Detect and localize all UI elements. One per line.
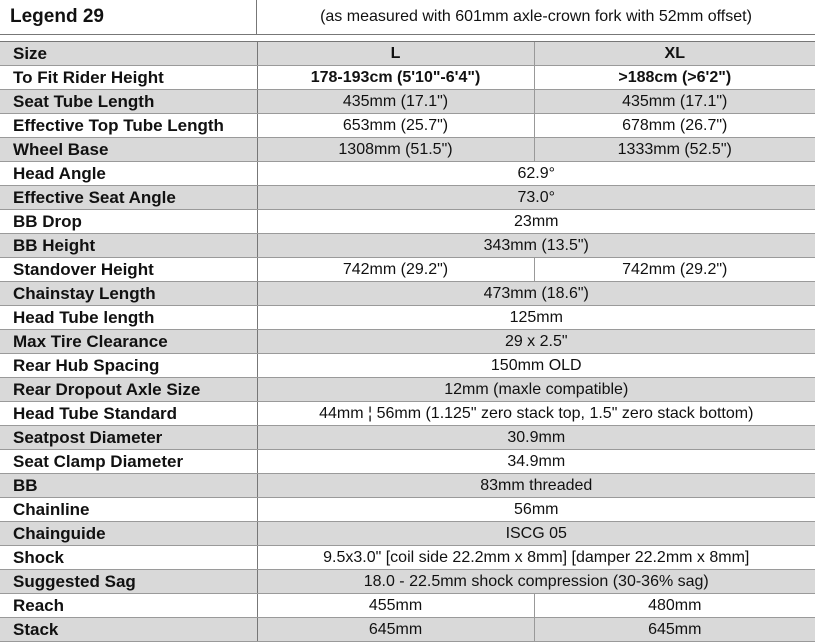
row-value: 34.9mm	[257, 450, 815, 474]
row-value: ISCG 05	[257, 522, 815, 546]
row-value: 62.9°	[257, 162, 815, 186]
row-label: Rear Hub Spacing	[0, 354, 257, 378]
row-value-l: L	[257, 42, 534, 66]
row-value-l: 455mm	[257, 594, 534, 618]
row-label: Chainguide	[0, 522, 257, 546]
row-value: 473mm (18.6")	[257, 282, 815, 306]
row-label: Chainline	[0, 498, 257, 522]
row-value: 83mm threaded	[257, 474, 815, 498]
table-row	[0, 138, 815, 162]
row-value-l: 178-193cm (5'10"-6'4")	[257, 66, 534, 90]
table-row	[0, 162, 815, 186]
table-row	[0, 258, 815, 282]
row-value: 9.5x3.0" [coil side 22.2mm x 8mm] [damper 22.2mm x 8mm]	[257, 546, 815, 570]
row-label: Wheel Base	[0, 138, 257, 162]
table-row	[0, 522, 815, 546]
model-title: Legend 29	[0, 0, 257, 34]
row-value: 30.9mm	[257, 426, 815, 450]
row-value-l: 742mm (29.2")	[257, 258, 534, 282]
row-label: BB Drop	[0, 210, 257, 234]
row-label: Head Angle	[0, 162, 257, 186]
table-row	[0, 306, 815, 330]
row-label: Seat Tube Length	[0, 90, 257, 114]
row-label: Head Tube Standard	[0, 402, 257, 426]
row-value-xl: 435mm (17.1")	[534, 90, 815, 114]
table-row	[0, 498, 815, 522]
row-value: 73.0°	[257, 186, 815, 210]
row-label: BB	[0, 474, 257, 498]
header-spacer	[0, 35, 815, 42]
table-row	[0, 42, 815, 66]
row-value-xl: 742mm (29.2")	[534, 258, 815, 282]
row-value: 125mm	[257, 306, 815, 330]
row-label: Seat Clamp Diameter	[0, 450, 257, 474]
table-row	[0, 66, 815, 90]
table-row	[0, 450, 815, 474]
row-label: Max Tire Clearance	[0, 330, 257, 354]
table-row	[0, 570, 815, 594]
row-value-xl: 645mm	[534, 618, 815, 642]
table-row	[0, 354, 815, 378]
row-label: To Fit Rider Height	[0, 66, 257, 90]
table-row	[0, 474, 815, 498]
row-label: Stack	[0, 618, 257, 642]
row-value: 23mm	[257, 210, 815, 234]
row-label: Suggested Sag	[0, 570, 257, 594]
header-row	[0, 0, 815, 35]
table-row	[0, 594, 815, 618]
table-row	[0, 330, 815, 354]
row-value: 12mm (maxle compatible)	[257, 378, 815, 402]
row-label: Shock	[0, 546, 257, 570]
table-row	[0, 546, 815, 570]
row-value-l: 435mm (17.1")	[257, 90, 534, 114]
row-value-l: 653mm (25.7")	[257, 114, 534, 138]
row-value: 56mm	[257, 498, 815, 522]
row-label: Size	[0, 42, 257, 66]
row-value-xl: >188cm (>6'2")	[534, 66, 815, 90]
table-row	[0, 210, 815, 234]
row-value: 150mm OLD	[257, 354, 815, 378]
table-row	[0, 90, 815, 114]
row-label: Standover Height	[0, 258, 257, 282]
row-value-xl: XL	[534, 42, 815, 66]
row-value-xl: 1333mm (52.5")	[534, 138, 815, 162]
table-row	[0, 618, 815, 642]
table-row	[0, 402, 815, 426]
row-label: Reach	[0, 594, 257, 618]
row-label: Effective Seat Angle	[0, 186, 257, 210]
row-value: 18.0 - 22.5mm shock compression (30-36% sag)	[257, 570, 815, 594]
geometry-table	[0, 42, 815, 642]
measurement-note: (as measured with 601mm axle-crown fork with 52mm offset)	[320, 8, 752, 25]
row-label: Chainstay Length	[0, 282, 257, 306]
table-row	[0, 282, 815, 306]
row-label: Seatpost Diameter	[0, 426, 257, 450]
table-row	[0, 186, 815, 210]
table-row	[0, 114, 815, 138]
row-value-l: 1308mm (51.5")	[257, 138, 534, 162]
row-label: Rear Dropout Axle Size	[0, 378, 257, 402]
row-label: Effective Top Tube Length	[0, 114, 257, 138]
row-value-xl: 678mm (26.7")	[534, 114, 815, 138]
row-value-l: 645mm	[257, 618, 534, 642]
row-value: 29 x 2.5"	[257, 330, 815, 354]
row-value: 44mm ¦ 56mm (1.125" zero stack top, 1.5" zero stack bottom)	[257, 402, 815, 426]
table-row	[0, 426, 815, 450]
table-row	[0, 234, 815, 258]
geometry-table-body	[0, 42, 815, 642]
row-label: BB Height	[0, 234, 257, 258]
row-value: 343mm (13.5")	[257, 234, 815, 258]
row-value-xl: 480mm	[534, 594, 815, 618]
table-row	[0, 378, 815, 402]
row-label: Head Tube length	[0, 306, 257, 330]
